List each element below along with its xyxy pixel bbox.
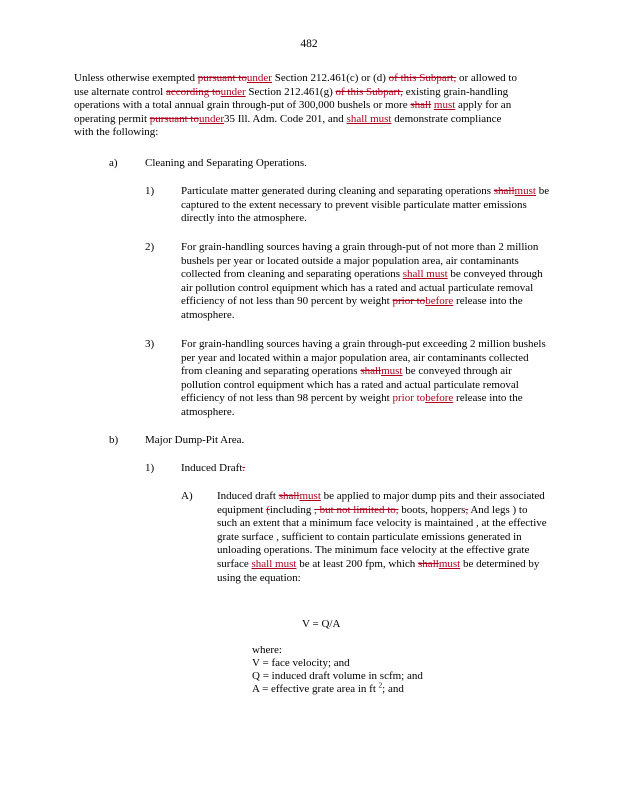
inserted-text: before xyxy=(425,295,454,308)
deleted-text: prior to xyxy=(392,295,426,308)
where-line: A = effective grate area in ft xyxy=(252,683,376,695)
equation: V = Q/A xyxy=(302,618,341,630)
inserted-text: prior to xyxy=(392,392,426,405)
intro-text: apply for an operating permit xyxy=(74,99,512,125)
deleted-text: shall xyxy=(418,557,439,570)
inserted-text: before xyxy=(425,392,454,405)
intro-text: existing grain-handling operations with a total annual grain through-put of 300,000 bushels or more xyxy=(74,85,509,112)
item-text: For grain-handling sources having a grain through-put exceeding 2 million bushels per year and located within a major population area, air contaminants collected from cleaning and separating operations xyxy=(181,338,546,378)
item-text: Particulate matter generated during cleaning and separating operations xyxy=(181,185,494,197)
inserted-text: shall must xyxy=(346,112,392,125)
item-text: be conveyed through air pollution control equipment which has a rated and actual particulate removal efficiency of not less than 90 percent by weight xyxy=(181,268,543,308)
item-text: be applied to major dump pits and their associated equipment xyxy=(217,490,545,516)
deleted-text: according to xyxy=(165,85,221,98)
page-number: 482 xyxy=(300,38,318,50)
inserted-text: must xyxy=(438,557,461,570)
item-text: And legs ) to such an extent that a minimum face velocity is maintained , at the effective grate surface , sufficient to contain particulate emissions generated in unloading operations. The minimum face velocity at the effective grate surface xyxy=(217,503,547,570)
item-b1A-text xyxy=(217,490,547,585)
inserted-text: under xyxy=(198,112,225,125)
inserted-text: shall must xyxy=(251,557,297,570)
item-b1-number: 1) xyxy=(145,462,155,474)
deleted-text: shall xyxy=(410,99,432,112)
item-text: including xyxy=(269,503,315,516)
where-line-tail: ; and xyxy=(382,683,404,695)
inserted-text: under xyxy=(246,72,272,84)
inserted-text: must xyxy=(433,99,456,112)
intro-text: demonstrate compliance with the following: xyxy=(74,112,502,139)
deleted-text: , but not limited to, xyxy=(314,503,399,516)
deleted-text: shall xyxy=(278,490,300,502)
item-text: release into the atmosphere. xyxy=(181,295,523,321)
item-a3-text xyxy=(181,338,551,420)
where-block xyxy=(252,644,423,696)
item-text: release into the atmosphere. xyxy=(181,392,523,418)
item-text: be at least 200 fpm, which xyxy=(296,557,419,570)
item-b1A-label: A) xyxy=(181,490,193,502)
item-text: be captured to the extent necessary to prevent visible particulate matter emissions directly into the atmosphere. xyxy=(181,185,550,225)
section-a-label: a) xyxy=(109,157,118,169)
intro-text: 35 Ill. Adm. Code 201, and xyxy=(224,112,347,125)
deleted-text: shall xyxy=(360,365,382,378)
deleted-text: pursuant to xyxy=(149,112,199,125)
intro-text: Section 212.461(c) or (d) xyxy=(271,72,389,84)
section-b-label: b) xyxy=(109,434,119,446)
inserted-text: shall must xyxy=(402,268,448,281)
item-text: be determined by using the equation: xyxy=(217,557,540,584)
where-line: V = face velocity; and xyxy=(252,657,350,669)
item-a1-number: 1) xyxy=(145,185,155,197)
where-line: Q = induced draft volume in scfm; and xyxy=(252,670,423,682)
inserted-text: must xyxy=(514,185,536,197)
where-label: where: xyxy=(252,644,282,656)
intro-paragraph xyxy=(74,72,520,140)
where-line-area xyxy=(252,683,423,696)
intro-text: Section 212.461(g) xyxy=(245,85,336,98)
item-a2-number: 2) xyxy=(145,241,155,253)
item-text: be conveyed through air pollution control equipment which has a rated and actual particulate removal efficiency of not less than 98 percent by weight xyxy=(181,365,519,405)
item-text: For grain-handling sources having a grain through-put of not more than 2 million bushels per year or located outside a major population area, air contaminants collected from cleaning and separating operations xyxy=(181,241,539,281)
item-text: boots, hoppers xyxy=(398,503,466,516)
section-b-title: Major Dump-Pit Area. xyxy=(145,434,245,446)
deleted-text: . xyxy=(242,462,246,474)
section-a-title: Cleaning and Separating Operations. xyxy=(145,157,307,169)
inserted-text: under xyxy=(220,85,246,98)
intro-text: Unless otherwise exempted xyxy=(74,72,198,84)
deleted-text: of this Subpart, xyxy=(388,72,457,84)
inserted-text: must xyxy=(381,365,403,378)
item-title-text: Induced Draft xyxy=(181,462,243,474)
item-a2-text xyxy=(181,241,551,323)
superscript: 2 xyxy=(378,681,383,690)
deleted-text: shall xyxy=(493,185,515,197)
deleted-text: of this Subpart, xyxy=(335,85,404,98)
deleted-text: ( xyxy=(266,503,270,516)
deleted-text: , xyxy=(465,503,469,516)
inserted-text: must xyxy=(299,490,321,502)
item-text: Induced draft xyxy=(217,490,279,502)
deleted-text: pursuant to xyxy=(197,72,247,84)
intro-text: or allowed to use alternate control xyxy=(74,72,517,98)
item-a1-text xyxy=(181,185,551,226)
item-a3-number: 3) xyxy=(145,338,155,350)
item-b1-title xyxy=(181,462,245,476)
